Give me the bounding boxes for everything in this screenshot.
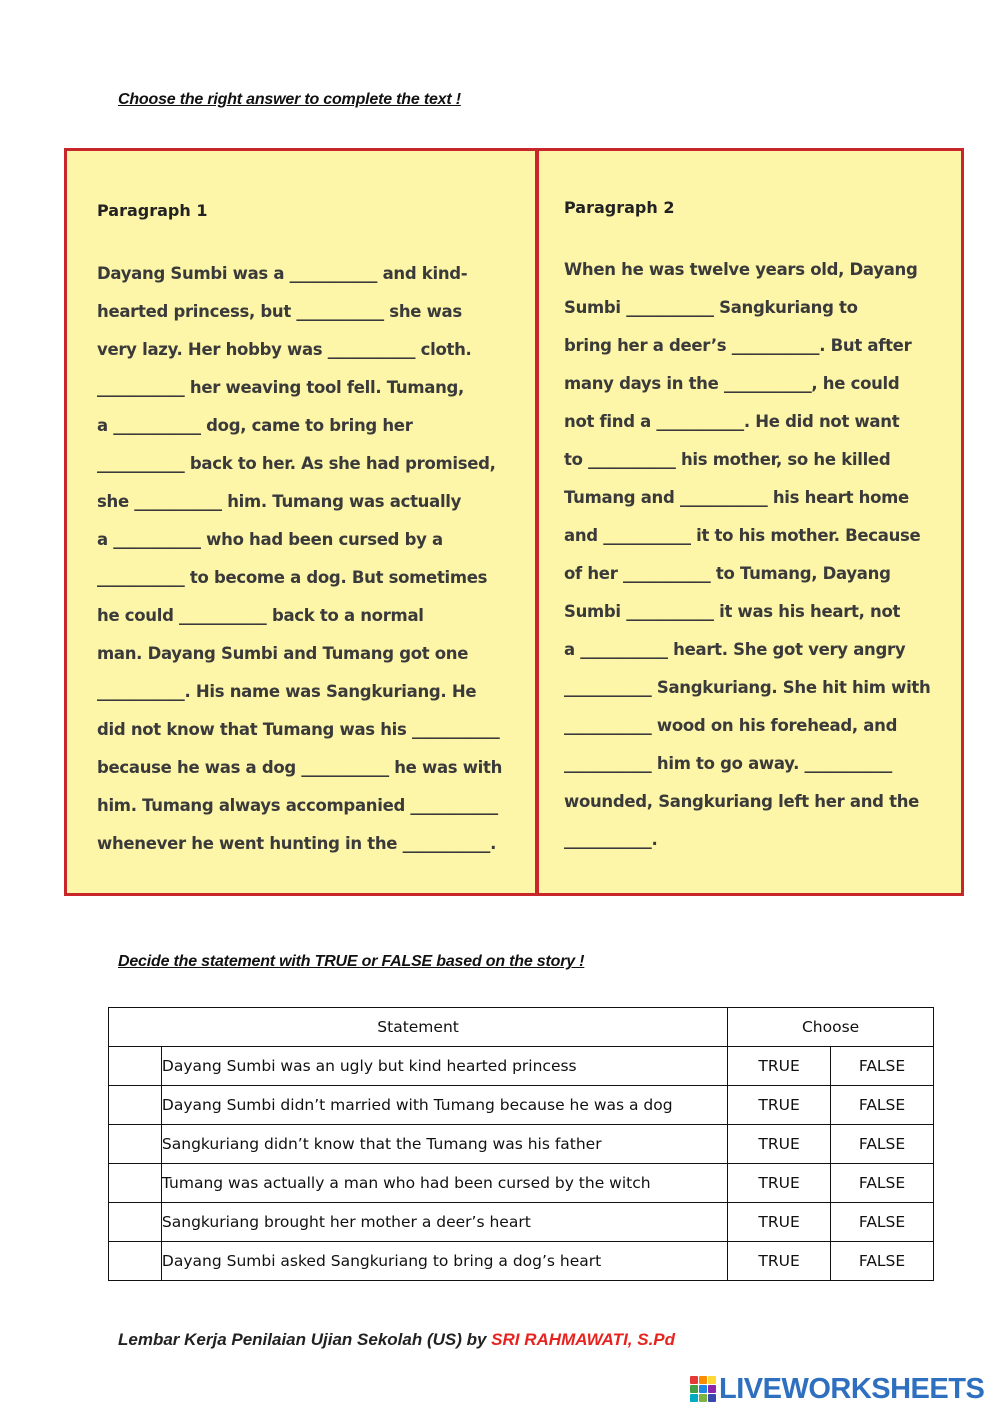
text-line: When he was twelve years old, Dayang [564,260,918,279]
text-line: ___________ to become a dog. But sometimes [97,568,488,587]
text-line: hearted princess, but ___________ she was [97,302,462,321]
true-option[interactable]: TRUE [728,1086,831,1125]
row-answer-cell [109,1203,162,1242]
logo-square [699,1394,707,1402]
liveworksheets-logo-icon [690,1376,716,1402]
text-line: ___________ wood on his forehead, and [564,716,898,735]
text-line: Sumbi ___________ it was his heart, not [564,602,901,621]
logo-square [708,1394,716,1402]
table-row [109,1086,934,1125]
text-line: ___________ him to go away. ___________ [564,754,893,773]
text-line: of her ___________ to Tumang, Dayang [564,564,891,583]
table-row [109,1047,934,1086]
text-line: she ___________ him. Tumang was actually [97,492,462,511]
true-option[interactable]: TRUE [728,1203,831,1242]
logo-square [708,1385,716,1393]
true-false-table [108,1007,934,1281]
paragraph-2-text [564,257,959,865]
true-option[interactable]: TRUE [728,1125,831,1164]
statement-cell: Dayang Sumbi was an ugly but kind hearted princess [161,1047,727,1086]
true-option[interactable]: TRUE [728,1242,831,1281]
text-line: Dayang Sumbi was a ___________ and kind- [97,264,468,283]
table-row [109,1242,934,1281]
brand-name: LIVEWORKSHEETS [719,1372,985,1405]
text-line: very lazy. Her hobby was ___________ cloth. [97,340,472,359]
liveworksheets-brand[interactable] [690,1374,984,1404]
table-row [109,1164,934,1203]
paragraph-2-title: Paragraph 2 [564,198,675,217]
logo-square [690,1376,698,1384]
text-line: ___________ Sangkuriang. She hit him with [564,678,931,697]
statement-cell: Sangkuriang brought her mother a deer’s heart [161,1203,727,1242]
row-answer-cell [109,1086,162,1125]
text-line: man. Dayang Sumbi and Tumang got one [97,644,469,663]
row-answer-cell [109,1047,162,1086]
row-answer-cell [109,1242,162,1281]
text-line: whenever he went hunting in the ___________. [97,834,497,853]
paragraph-2-panel [536,148,964,896]
paragraph-1-text [97,261,527,869]
text-line: ___________. [564,830,658,849]
choose-header: Choose [728,1008,934,1047]
text-line: because he was a dog ___________ he was with [97,758,503,777]
text-line: a ___________ heart. She got very angry [564,640,906,659]
paragraph-1-panel [64,148,538,896]
text-line: Sumbi ___________ Sangkuriang to [564,298,858,317]
statement-cell: Dayang Sumbi asked Sangkuriang to bring a dog’s heart [161,1242,727,1281]
text-line: ___________. His name was Sangkuriang. He [97,682,477,701]
statement-cell: Sangkuriang didn’t know that the Tumang was his father [161,1125,727,1164]
logo-square [699,1385,707,1393]
instruction-complete-text: Choose the right answer to complete the text ! [118,91,461,108]
text-line: a ___________ dog, came to bring her [97,416,413,435]
table-row [109,1125,934,1164]
footer-author: SRI RAHMAWATI, S.Pd [491,1330,676,1349]
statement-cell: Dayang Sumbi didn’t married with Tumang because he was a dog [161,1086,727,1125]
instruction-true-false: Decide the statement with TRUE or FALSE based on the story ! [118,953,585,970]
true-option[interactable]: TRUE [728,1047,831,1086]
text-line: wounded, Sangkuriang left her and the [564,792,920,811]
text-line: bring her a deer’s ___________. But after [564,336,912,355]
text-line: ___________ back to her. As she had promised, [97,454,496,473]
text-line: he could ___________ back to a normal [97,606,424,625]
text-line: to ___________ his mother, so he killed [564,450,891,469]
text-line: ___________ her weaving tool fell. Tumang, [97,378,464,397]
false-option[interactable]: FALSE [831,1125,934,1164]
text-line: a ___________ who had been cursed by a [97,530,443,549]
row-answer-cell [109,1164,162,1203]
text-line: Tumang and ___________ his heart home [564,488,909,507]
statement-header: Statement [109,1008,728,1047]
logo-square [690,1385,698,1393]
false-option[interactable]: FALSE [831,1047,934,1086]
true-option[interactable]: TRUE [728,1164,831,1203]
false-option[interactable]: FALSE [831,1164,934,1203]
row-answer-cell [109,1125,162,1164]
statement-cell: Tumang was actually a man who had been cursed by the witch [161,1164,727,1203]
text-line: not find a ___________. He did not want [564,412,900,431]
text-line: did not know that Tumang was his ___________ [97,720,500,739]
text-line: him. Tumang always accompanied ___________ [97,796,498,815]
logo-square [708,1376,716,1384]
footer-credit [118,1330,675,1350]
table-header-row [109,1008,934,1047]
false-option[interactable]: FALSE [831,1086,934,1125]
logo-square [690,1394,698,1402]
text-line: and ___________ it to his mother. Because [564,526,921,545]
logo-square [699,1376,707,1384]
table-row [109,1203,934,1242]
footer-text: Lembar Kerja Penilaian Ujian Sekolah (US) by [118,1330,492,1349]
false-option[interactable]: FALSE [831,1242,934,1281]
paragraph-1-title: Paragraph 1 [97,201,208,220]
text-line: many days in the ___________, he could [564,374,900,393]
false-option[interactable]: FALSE [831,1203,934,1242]
